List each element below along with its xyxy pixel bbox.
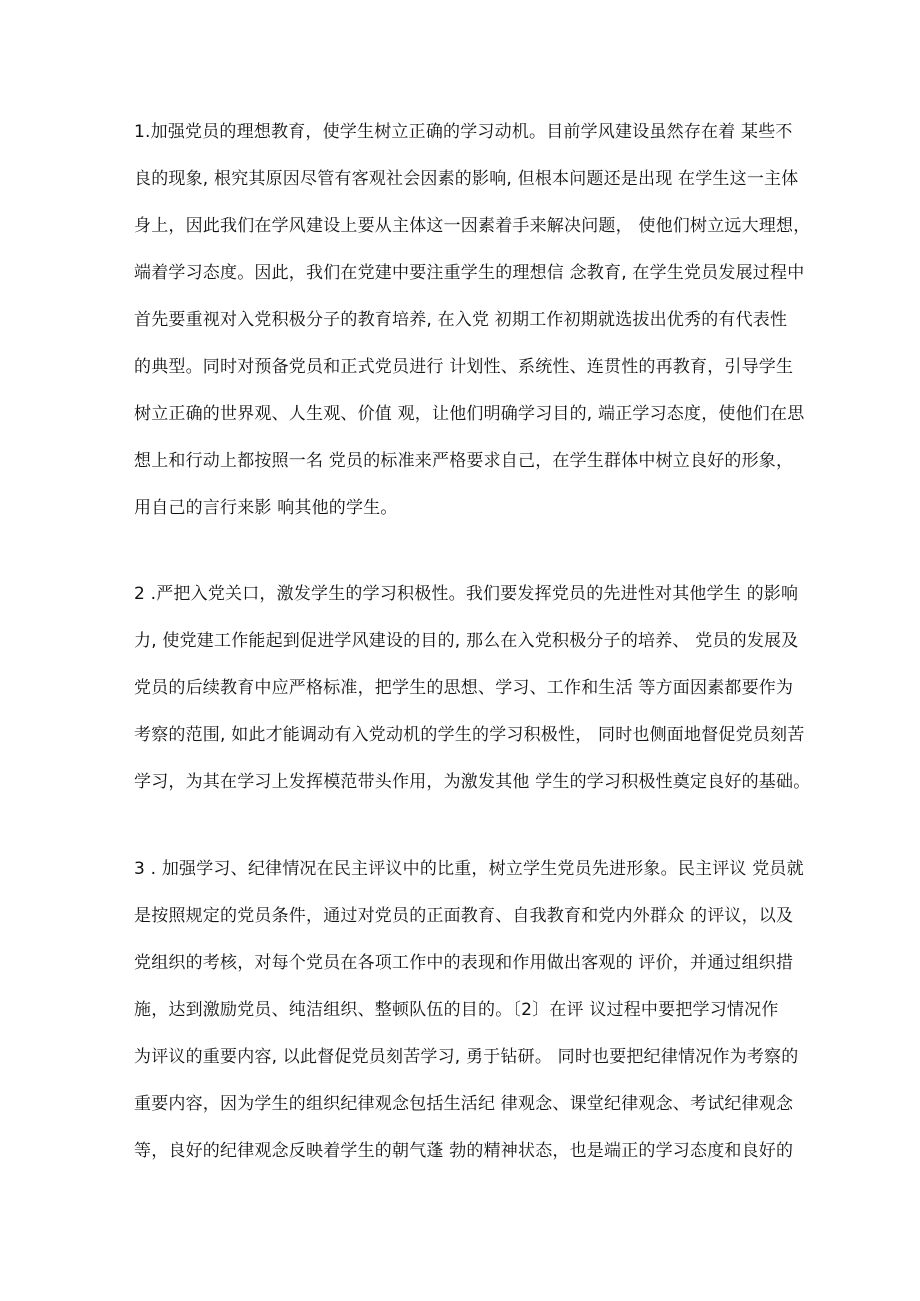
paragraph-1-line-9: 用自己的言行来影 响其他的学生。 bbox=[134, 498, 398, 518]
paragraph-1-line-5: 首先要重视对入党积极分子的教育培养, 在入党 初期工作初期就选拔出优秀的有代表性 bbox=[134, 310, 788, 330]
paragraph-1-line-3: 身上，因此我们在学风建设上要从主体这一因素着手来解决问题， 使他们树立远大理想， bbox=[134, 216, 811, 236]
paragraph-3-line-6: 重要内容，因为学生的组织纪律观念包括生活纪 律观念、课堂纪律观念、考试纪律观念 bbox=[134, 1094, 794, 1114]
paragraph-1-line-2: 良的现象, 根究其原因尽管有客观社会因素的影响, 但根本问题还是出现 在学生这一主体 bbox=[134, 169, 799, 189]
paragraph-2-line-2: 力, 使党建工作能起到促进学风建设的目的, 那么在入党积极分子的培养、 党员的发展及 bbox=[134, 631, 799, 651]
paragraph-3-line-5: 为评议的重要内容, 以此督促党员刻苦学习, 勇于钻研。 同时也要把纪律情况作为考察的 bbox=[134, 1047, 799, 1067]
paragraph-2-line-3: 党员的后续教育中应严格标准，把学生的思想、学习、工作和生活 等方面因素都要作为 bbox=[134, 678, 794, 698]
paragraph-1-line-1: 1.加强党员的理想教育，使学生树立正确的学习动机。目前学风建设虽然存在着 某些不 bbox=[134, 122, 793, 142]
paragraph-3-line-1: 3 . 加强学习、纪律情况在民主评议中的比重，树立学生党员先进形象。民主评议 党员就 bbox=[134, 859, 804, 879]
paragraph-2-line-5: 学习，为其在学习上发挥模范带头作用，为激发其他 学生的学习积极性奠定良好的基础。 bbox=[134, 772, 811, 792]
paragraph-2-line-1: 2 .严把入党关口，激发学生的学习积极性。我们要发挥党员的先进性对其他学生 的影响 bbox=[134, 584, 799, 604]
paragraph-1-line-6: 的典型。同时对预备党员和正式党员进行 计划性、系统性、连贯性的再教育，引导学生 bbox=[134, 357, 794, 377]
paragraph-3-line-3: 党组织的考核，对每个党员在各项工作中的表现和作用做出客观的 评价，并通过组织措 bbox=[134, 953, 794, 973]
paragraph-1-line-7: 树立正确的世界观、人生观、价值 观，让他们明确学习目的, 端正学习态度，使他们在思 bbox=[134, 404, 805, 424]
paragraph-2-line-4: 考察的范围, 如此才能调动有入党动机的学生的学习积极性， 同时也侧面地督促党员刻苦 bbox=[134, 725, 805, 745]
paragraph-1-line-8: 想上和行动上都按照一名 党员的标准来严格要求自己，在学生群体中树立良好的形象， bbox=[134, 451, 794, 471]
paragraph-3-line-4: 施，达到激励党员、纯洁组织、整顿队伍的目的。〔2〕在评 议过程中要把学习情况作 bbox=[134, 1000, 779, 1020]
paragraph-3-line-2: 是按照规定的党员条件，通过对党员的正面教育、自我教育和党内外群众 的评议，以及 bbox=[134, 906, 794, 926]
paragraph-1-line-4: 端着学习态度。因此，我们在党建中要注重学生的理想信 念教育, 在学生党员发展过程中 bbox=[134, 263, 805, 283]
paragraph-3-line-7: 等，良好的纪律观念反映着学生的朝气蓬 勃的精神状态，也是端正的学习态度和良好的 bbox=[134, 1141, 794, 1161]
